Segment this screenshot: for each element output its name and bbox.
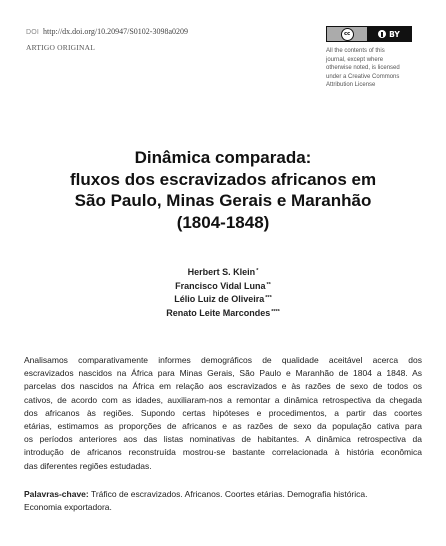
abstract: Analisamos comparativamente informes demográficos de qualidade aceitável acerca dos escravizados nascidos na África para Minas Gerais, São Paulo e Maranhão de 1804 a 1848. As parcelas dos nascidos na África em relação aos escravizados e às razões de sexo de todos os cativos, de acordo com as idades, auxiliaram-nos a remontar a dinâmica retrospectiva da chegada dos africanos às regiões. Supondo certas hipóteses e procedimentos, a partir das coortes etárias, estimamos as proporções de africanos e as razões de sexo da população cativa para os períodos anteriores aos das listas nominativas de habitantes. A dinâmica retrospectiva da introdução de africanos reconstruída mostrou-se bastante correlacionada à história econômica das diferentes regiões estudadas. <box>24 355 422 471</box>
cc-icon: cc <box>341 28 354 41</box>
article-section: ARTIGO ORIGINAL <box>26 43 95 52</box>
keywords-list: Tráfico de escravizados. Africanos. Coortes etárias. Demografia histórica. <box>90 489 368 499</box>
license-statement: All the contents of this journal, except where otherwise noted, is licensed under a Creative Commons Attribution License <box>326 48 400 88</box>
creative-commons-by-icon[interactable] <box>326 26 412 42</box>
keywords: Palavras-chave: Tráfico de escravizados. Africanos. Coortes etárias. Demografia histórica. Economia exportadora. <box>24 489 368 513</box>
doi-label: DOI <box>26 29 40 36</box>
cc-by-label: BY <box>389 29 400 39</box>
keywords-label: Palavras-chave: <box>24 489 89 499</box>
affiliation-mark: **** <box>271 308 280 315</box>
affiliation-mark: ** <box>266 281 271 288</box>
author-list <box>20 266 426 320</box>
article-meta <box>26 27 286 52</box>
license-block <box>326 26 426 90</box>
doi-line <box>26 27 286 36</box>
affiliation-mark: *** <box>265 295 272 301</box>
author-name: Lélio Luiz de Oliveira*** <box>174 294 272 304</box>
affiliation-mark: * <box>256 268 259 274</box>
author-name: Renato Leite Marcondes**** <box>166 307 280 318</box>
article-title: Dinâmica comparada: fluxos dos escravizados africanos em São Paulo, Minas Gerais e Maranhão (1804-1848) <box>69 148 377 232</box>
doi-link[interactable]: http://dx.doi.org/10.20947/S0102-3098a0209 <box>43 27 189 36</box>
author-name: Herbert S. Klein* <box>187 267 259 277</box>
author-name: Francisco Vidal Luna** <box>175 280 271 291</box>
person-icon <box>378 30 386 38</box>
